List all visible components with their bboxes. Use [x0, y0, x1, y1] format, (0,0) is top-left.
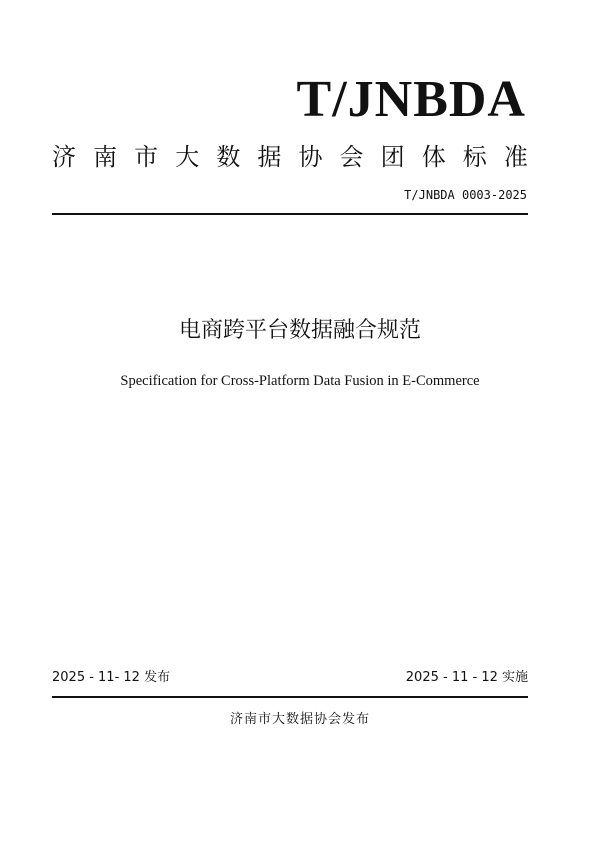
org-heading-char: 协 [298, 143, 323, 171]
issue-date: 2025 - 11- 12 发布 [52, 670, 171, 685]
effective-date: 2025 - 11 - 12 实施 [405, 670, 528, 685]
org-heading-char: 据 [257, 143, 282, 171]
publisher: 济南市大数据协会发布 [229, 712, 370, 727]
org-heading-char: 济 [52, 143, 76, 171]
org-heading-char: 准 [503, 143, 528, 171]
org-heading-char: 标 [462, 143, 487, 171]
org-heading-char: 体 [421, 143, 446, 171]
org-heading-char: 会 [339, 143, 364, 171]
org-heading-char: 大 [175, 143, 200, 171]
org-heading-char: 数 [216, 143, 241, 171]
org-heading-char: 南 [93, 143, 118, 171]
document-title: 电商跨平台数据融合规范 [178, 318, 421, 343]
top-divider [52, 213, 528, 215]
org-standard-heading [52, 142, 528, 172]
document-title-english: Specification for Cross-Platform Data Fusion in E-Commerce [120, 373, 480, 389]
standard-prefix: T/JNBDA [296, 71, 526, 128]
org-heading-char: 团 [380, 143, 405, 171]
standard-code: T/JNBDA 0003-2025 [404, 188, 527, 202]
bottom-divider [52, 696, 528, 698]
org-heading-char: 市 [134, 143, 159, 171]
